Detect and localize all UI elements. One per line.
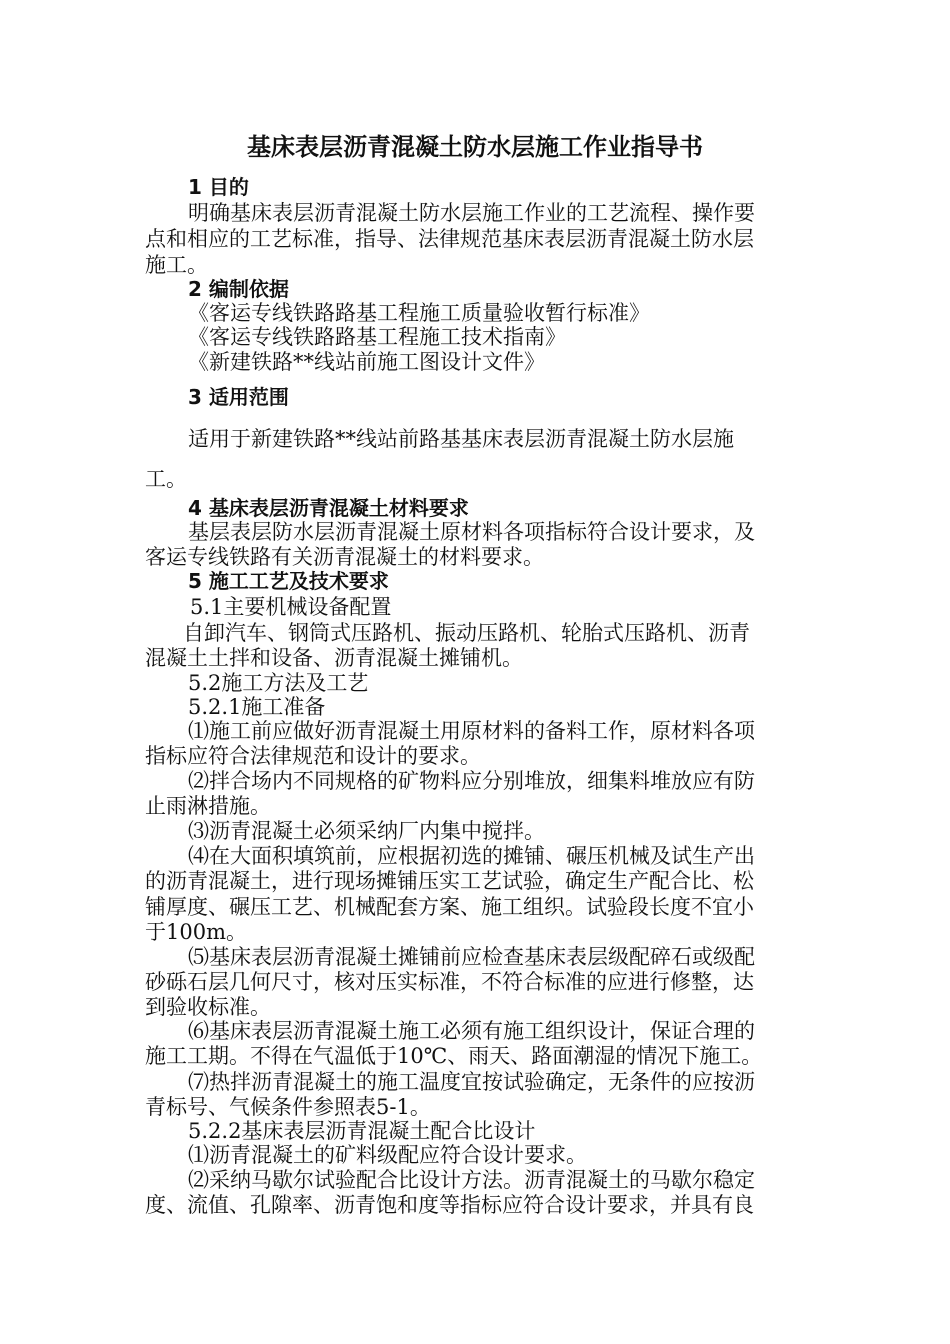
reference-item: 《客运专线铁路路基工程施工技术指南》: [188, 325, 566, 349]
section-2-heading: 2 编制依据: [188, 277, 289, 301]
document-title: 基床表层沥青混凝土防水层施工作业指导书: [247, 133, 703, 161]
item-line: ⑵采纳马歇尔试验配合比设计方法。沥青混凝土的马歇尔稳定: [188, 1168, 755, 1192]
item-line: 铺厚度、碾压工艺、机械配套方案、施工组织。试验段长度不宜小: [145, 895, 754, 919]
item-line: ⑺热拌沥青混凝土的施工温度宜按试验确定，无条件的应按沥: [188, 1070, 755, 1094]
item-line: 度、流值、孔隙率、沥青饱和度等指标应符合设计要求，并具有良: [145, 1193, 754, 1217]
subsection-5-1-heading: 5.1主要机械设备配置: [190, 595, 392, 619]
item-line: ⑴施工前应做好沥青混凝土用原材料的备料工作，原材料各项: [188, 719, 755, 743]
item-line: 于100m。: [145, 920, 247, 944]
section-1-line: 明确基床表层沥青混凝土防水层施工作业的工艺流程、操作要: [188, 201, 755, 225]
section-4-line: 客运专线铁路有关沥青混凝土的材料要求。: [145, 545, 544, 569]
section-3-line: 适用于新建铁路**线站前路基基床表层沥青混凝土防水层施: [188, 427, 734, 451]
item-line: ⑴沥青混凝土的矿料级配应符合设计要求。: [188, 1143, 587, 1167]
subsection-5-1-line: 自卸汽车、钢筒式压路机、振动压路机、轮胎式压路机、沥青: [183, 621, 750, 645]
section-1-heading: 1 目的: [188, 175, 249, 199]
item-line: ⑶沥青混凝土必须采纳厂内集中搅拌。: [188, 819, 545, 843]
item-line: 止雨淋措施。: [145, 794, 271, 818]
item-line: 到验收标准。: [145, 995, 271, 1019]
item-line: ⑷在大面积填筑前，应根据初选的摊铺、碾压机械及试生产出: [188, 844, 755, 868]
item-line: 砂砾石层几何尺寸，核对压实标准，不符合标准的应进行修整，达: [145, 970, 754, 994]
section-1-line: 点和相应的工艺标准，指导、法律规范基床表层沥青混凝土防水层: [145, 227, 754, 251]
subsection-5-2-1-heading: 5.2.1施工准备: [188, 695, 326, 719]
item-line: ⑹基床表层沥青混凝土施工必须有施工组织设计，保证合理的: [188, 1019, 755, 1043]
subsection-5-2-heading: 5.2施工方法及工艺: [188, 671, 369, 695]
section-4-line: 基层表层防水层沥青混凝土原材料各项指标符合设计要求，及: [188, 520, 755, 544]
section-5-heading: 5 施工工艺及技术要求: [188, 569, 389, 593]
item-line: 的沥青混凝土，进行现场摊铺压实工艺试验，确定生产配合比、松: [145, 869, 754, 893]
item-line: ⑵拌合场内不同规格的矿物料应分别堆放，细集料堆放应有防: [188, 769, 755, 793]
item-line: 青标号、气候条件参照表5-1。: [145, 1095, 431, 1119]
reference-item: 《新建铁路**线站前施工图设计文件》: [188, 350, 545, 374]
item-line: 指标应符合法律规范和设计的要求。: [145, 744, 481, 768]
section-4-heading: 4 基床表层沥青混凝土材料要求: [188, 496, 469, 520]
subsection-5-1-line: 混凝土土拌和设备、沥青混凝土摊铺机。: [145, 646, 523, 670]
reference-item: 《客运专线铁路路基工程施工质量验收暂行标准》: [188, 301, 650, 325]
item-line: 施工工期。不得在气温低于10℃、雨天、路面潮湿的情况下施工。: [145, 1044, 763, 1068]
section-3-heading: 3 适用范围: [188, 385, 289, 409]
section-1-line: 施工。: [145, 253, 208, 277]
item-line: ⑸基床表层沥青混凝土摊铺前应检查基床表层级配碎石或级配: [188, 945, 755, 969]
subsection-5-2-2-heading: 5.2.2基床表层沥青混凝土配合比设计: [188, 1119, 536, 1143]
section-3-line: 工。: [145, 467, 187, 491]
